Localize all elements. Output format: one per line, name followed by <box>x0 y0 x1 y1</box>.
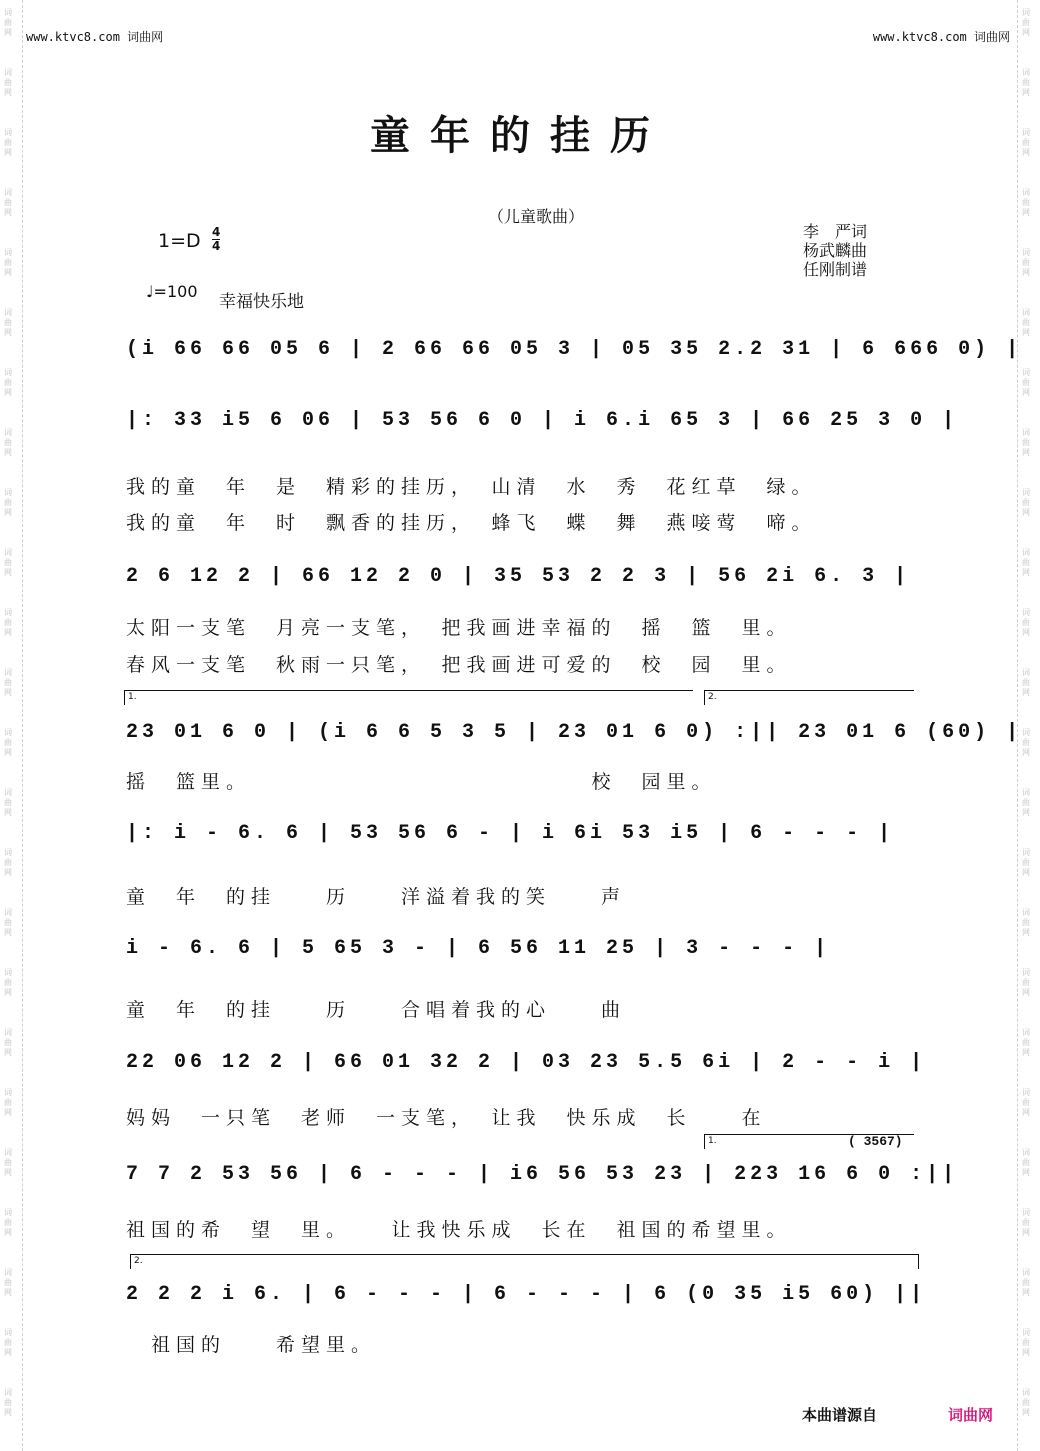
transcriber-credit: 任刚制谱 <box>803 260 868 279</box>
lyricist-credit: 李 严词 <box>803 222 868 241</box>
score-row-verse-1: |: 33 i5 6 06 | 53 56 6 0 | i 6.i 65 3 | 66 25 3 0 | <box>126 409 959 432</box>
watermark-glyph: 词 曲 网 <box>4 908 12 937</box>
meter-numerator: 4 <box>212 225 221 239</box>
score-row-chorus-1: |: i - 6. 6 | 53 56 6 - | i 6i 53 i5 | 6 - - - | <box>126 822 895 845</box>
watermark-glyph: 词 曲 网 <box>4 428 12 457</box>
song-title: 童年的挂历 <box>370 112 670 159</box>
watermark-glyph: 词 曲 网 <box>4 68 12 97</box>
watermark-glyph: 词 曲 网 <box>1022 848 1030 877</box>
watermark-glyph: 词 曲 网 <box>1022 908 1030 937</box>
watermark-glyph: 词 曲 网 <box>1022 728 1030 757</box>
lyrics-chorus-4: 祖国的希 望 里。 让我快乐成 长在 祖国的希望里。 <box>126 1219 792 1241</box>
watermark-glyph: 词 曲 网 <box>4 1328 12 1357</box>
watermark-glyph: 词 曲 网 <box>1022 188 1030 217</box>
lyrics-chorus-2: 童 年 的挂 历 合唱着我的心 曲 <box>126 999 627 1021</box>
watermark-glyph: 词 曲 网 <box>4 668 12 697</box>
watermark-glyph: 词 曲 网 <box>1022 1148 1030 1177</box>
score-row-chorus-2: i - 6. 6 | 5 65 3 - | 6 56 11 25 | 3 - - - | <box>126 937 831 960</box>
lyrics-verse-1-line-1: 我的童 年 是 精彩的挂历， 山清 水 秀 花红草 绿。 <box>126 476 817 498</box>
watermark-glyph: 词 曲 网 <box>4 1028 12 1057</box>
volta-chorus-note: ( 3567) <box>848 1134 903 1149</box>
score-row-chorus-3: 22 06 12 2 | 66 01 32 2 | 03 23 5.5 6i | 2 - - i | <box>126 1051 927 1074</box>
watermark-glyph: 词 曲 网 <box>4 1088 12 1117</box>
watermark-glyph: 词 曲 网 <box>4 1388 12 1417</box>
watermark-glyph: 词 曲 网 <box>4 488 12 517</box>
watermark-glyph: 词 曲 网 <box>4 848 12 877</box>
lyrics-verse-2-line-1: 太阳一支笔 月亮一支笔， 把我画进幸福的 摇 篮 里。 <box>126 617 792 639</box>
credits <box>803 222 867 279</box>
watermark-glyph: 词 曲 网 <box>4 128 12 157</box>
watermark-glyph: 词 曲 网 <box>4 728 12 757</box>
volta-first-ending: 1. <box>124 690 693 705</box>
tempo-marking: ♩=100 <box>146 282 198 301</box>
score-row-intro: (i 66 66 05 6 | 2 66 66 05 3 | 05 35 2.2 31 | 6 666 0) | <box>126 338 1023 361</box>
time-signature <box>212 226 220 253</box>
footer-brand-link[interactable]: 词曲网 <box>948 1406 994 1424</box>
watermark-glyph: 词 曲 网 <box>4 8 12 37</box>
expression-marking: 幸福快乐地 <box>219 292 304 312</box>
lyrics-final: 祖国的 希望里。 <box>126 1334 377 1356</box>
watermark-glyph: 词 曲 网 <box>1022 428 1030 457</box>
watermark-glyph: 词 曲 网 <box>4 1148 12 1177</box>
watermark-glyph: 词 曲 网 <box>1022 668 1030 697</box>
score-row-chorus-4: 7 7 2 53 56 | 6 - - - | i6 56 53 23 | 223 16 6 0 :|| <box>126 1163 959 1186</box>
composer-credit: 杨武麟曲 <box>803 241 868 260</box>
watermark-glyph: 词 曲 网 <box>1022 1328 1030 1357</box>
lyrics-chorus-3: 妈妈 一只笔 老师 一支笔， 让我 快乐成 长 在 <box>126 1107 767 1129</box>
watermark-glyph: 词 曲 网 <box>4 248 12 277</box>
score-row-endings: 23 01 6 0 | (i 6 6 5 3 5 | 23 01 6 0) :|| 23 01 6 (60) | <box>126 721 1023 744</box>
watermark-glyph: 词 曲 网 <box>4 368 12 397</box>
lyrics-endings: 摇 篮里。 校 园里。 <box>126 771 717 793</box>
watermark-glyph: 词 曲 网 <box>4 788 12 817</box>
lyrics-chorus-1: 童 年 的挂 历 洋溢着我的笑 声 <box>126 886 627 908</box>
watermark-glyph: 词 曲 网 <box>1022 8 1030 37</box>
watermark-glyph: 词 曲 网 <box>1022 368 1030 397</box>
header-right-site[interactable]: www.ktvc8.com 词曲网 <box>872 30 1010 44</box>
watermark-glyph: 词 曲 网 <box>1022 608 1030 637</box>
watermark-glyph: 词 曲 网 <box>4 1208 12 1237</box>
volta-final-ending: 2. <box>130 1254 919 1269</box>
watermark-glyph: 词 曲 网 <box>1022 1388 1030 1417</box>
watermark-glyph: 词 曲 网 <box>1022 68 1030 97</box>
watermark-glyph: 词 曲 网 <box>1022 788 1030 817</box>
watermark-glyph: 词 曲 网 <box>4 968 12 997</box>
watermark-glyph: 词 曲 网 <box>4 188 12 217</box>
watermark-glyph: 词 曲 网 <box>1022 248 1030 277</box>
watermark-glyph: 词 曲 网 <box>1022 548 1030 577</box>
key-signature: 1=D <box>158 230 201 252</box>
watermark-glyph: 词 曲 网 <box>4 308 12 337</box>
song-genre: （儿童歌曲） <box>488 207 585 226</box>
watermark-glyph: 词 曲 网 <box>1022 1208 1030 1237</box>
watermark-glyph: 词 曲 网 <box>1022 1088 1030 1117</box>
header-left-site[interactable]: www.ktvc8.com 词曲网 <box>26 30 164 44</box>
watermark-glyph: 词 曲 网 <box>1022 968 1030 997</box>
watermark-glyph: 词 曲 网 <box>1022 488 1030 517</box>
lyrics-verse-2-line-2: 春风一支笔 秋雨一只笔， 把我画进可爱的 校 园 里。 <box>126 654 792 676</box>
watermark-glyph: 词 曲 网 <box>1022 128 1030 157</box>
watermark-glyph: 词 曲 网 <box>4 608 12 637</box>
left-margin-watermark <box>0 0 23 1451</box>
watermark-glyph: 词 曲 网 <box>1022 1028 1030 1057</box>
watermark-glyph: 词 曲 网 <box>1022 1268 1030 1297</box>
footer-source-label: 本曲谱源自 <box>802 1406 878 1424</box>
score-row-final: 2 2 2 i 6. | 6 - - - | 6 - - - | 6 (0 35 i5 60) || <box>126 1283 927 1306</box>
watermark-glyph: 词 曲 网 <box>4 1268 12 1297</box>
volta-chorus-first-ending: 1. <box>704 1134 914 1149</box>
meter-denominator: 4 <box>212 239 221 253</box>
watermark-glyph: 词 曲 网 <box>1022 308 1030 337</box>
watermark-glyph: 词 曲 网 <box>4 548 12 577</box>
volta-second-ending: 2. <box>704 690 914 705</box>
lyrics-verse-1-line-2: 我的童 年 时 飘香的挂历， 蜂飞 蝶 舞 燕唼莺 啼。 <box>126 512 817 534</box>
score-row-verse-2: 2 6 12 2 | 66 12 2 0 | 35 53 2 2 3 | 56 2i 6. 3 | <box>126 565 911 588</box>
